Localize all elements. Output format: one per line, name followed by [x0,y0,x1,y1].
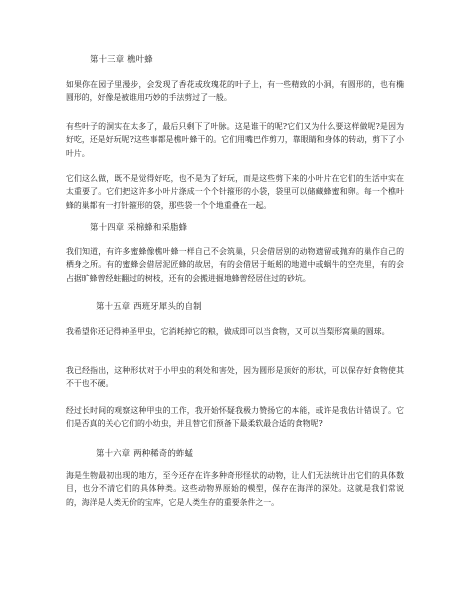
paragraph-5: 我希望你还记得神圣甲虫，它消耗掉它的粮，做成即可以当食物，又可以当梨形窝巢的圆球。 [66,327,390,336]
paragraph-2: 有些叶子的洞实在太多了，最后只剩下了叶脉。这是谁干的呢?它们又为什么要这样做呢?是因为好吃，还是好玩呢?这些事都是樵叶蜂干的。它们用嘴巴作剪刀，靠眼睛和身体的转动，剪下了小叶片。 [66,122,404,158]
chapter-13-heading: 第十三章 樵叶蜂 [90,54,153,64]
paragraph-1: 如果你在园子里漫步，会发现了香花或玫瑰花的叶子上，有一些精致的小洞，有圆形的，也有椭圆形的，好像是被谁用巧妙的手法剪过了一般。 [66,80,404,103]
chapter-15-heading: 第十五章 西班牙犀头的自制 [96,301,202,311]
paragraph-6: 我已经指出，这种形状对于小甲虫的利处和害处，因为圆形是顶好的形状，可以保存好食物使其不干也不硬。 [66,366,404,389]
paragraph-4: 我们知道，有许多蜜蜂像樵叶蜂一样自己不会筑巢，只会借居别的动物遗留或抛弃的巢作自己的栖身之所。有的蜜蜂会借居泥匠蜂的故居，有的会借居于蚯蚓的地道中或蜗牛的空壳里，有的会占据旷蜂曾经蛀翻过的树枝，还有的会搬进掘地蜂曾经居住过的砂坑。 [66,247,404,283]
chapter-14-heading: 第十四章 采棉蜂和采脂蜂 [90,222,188,232]
chapter-16-heading: 第十六章 两种稀奇的蚱蜢 [96,448,194,458]
paragraph-3: 它们这么做，既不是觉得好吃，也不是为了好玩，而是这些剪下来的小叶片在它们的生活中实在太重要了。它们把这许多小叶片涤成一个个针箍形的小袋，袋里可以储藏蜂蜜和卵。每一个樵叶蜂的巢都有一打针箍形的袋，那些袋一个个地重叠在一起。 [66,174,404,210]
paragraph-7: 经过长时间的观察这种甲虫的工作，我开始怀疑我极力赞扬它的本能，或许是我估计错误了。它们是否真的关心它们的小幼虫，并且替它们预备下最柔软最合适的食物呢? [66,406,404,429]
paragraph-8: 海是生物最初出现的地方，至今还存在许多种奇形怪状的动物，让人们无法统计出它们的具体数目，也分不清它们的具体种类。这些动物界原始的模型，保存在海洋的深处。这就是我们常说的，海洋是人类无价的宝库，它是人类生存的重要条件之一。 [66,471,404,507]
